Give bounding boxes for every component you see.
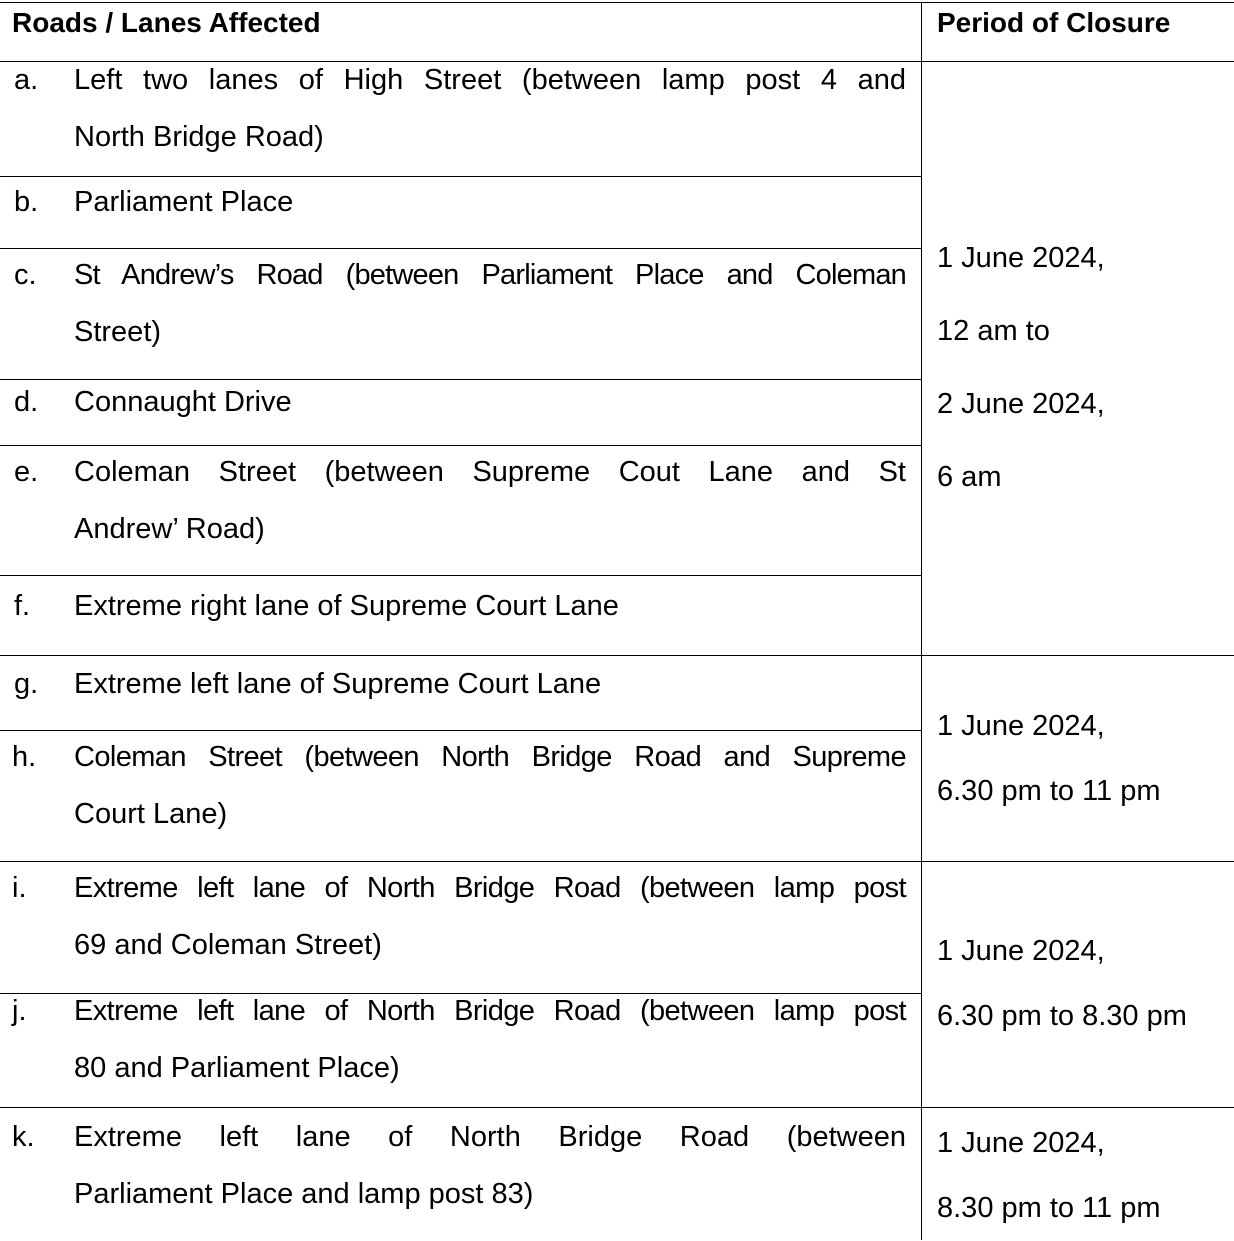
period-line: 12 am to (937, 315, 1050, 347)
row-text (74, 729, 906, 843)
row-line: Extreme left lane of Supreme Court Lane (74, 668, 602, 700)
period-line: 6 am (937, 461, 1002, 493)
period-line: 1 June 2024, (937, 242, 1105, 274)
row-letter: i. (12, 872, 27, 904)
row-divider (0, 575, 921, 576)
row-line: North Bridge Road) (74, 121, 324, 153)
row-line: Andrew’ Road) (74, 513, 265, 545)
row-letter: a. (14, 64, 39, 96)
row-text (74, 1109, 906, 1223)
period-line: 6.30 pm to 8.30 pm (937, 1000, 1187, 1032)
row-line: Connaught Drive (74, 386, 292, 418)
closure-period-i-j (937, 919, 1187, 1049)
row-line: 69 and Coleman Street) (74, 929, 382, 961)
row-line: 80 and Parliament Place) (74, 1052, 400, 1084)
row-letter: g. (14, 668, 39, 700)
row-line: Left two lanes of High Street (between lamp post 4 and (74, 64, 906, 96)
row-line: Parliament Place and lamp post 83) (74, 1178, 534, 1210)
row-line: St Andrew’s Road (between Parliament Place and Coleman (74, 259, 906, 291)
row-letter: c. (14, 259, 37, 291)
row-text (74, 860, 906, 974)
closure-period-g-h (937, 694, 1161, 824)
row-text (74, 444, 906, 558)
row-text (74, 374, 906, 431)
period-line: 6.30 pm to 11 pm (937, 775, 1161, 807)
row-line: Extreme right lane of Supreme Court Lane (74, 590, 619, 622)
group-divider (0, 1107, 1234, 1108)
row-line: Extreme left lane of North Bridge Road (between lamp post (74, 995, 906, 1027)
row-line: Extreme left lane of North Bridge Road (between (74, 1121, 906, 1153)
row-line: Street) (74, 316, 162, 348)
period-line: 1 June 2024, (937, 935, 1105, 967)
row-text (74, 656, 906, 713)
header-roads-label: Roads / Lanes Affected (12, 7, 321, 38)
row-letter: k. (12, 1121, 35, 1153)
column-divider (921, 2, 922, 1240)
closure-period-a-f (937, 222, 1105, 514)
period-line: 1 June 2024, (937, 1127, 1105, 1159)
row-line: Parliament Place (74, 186, 294, 218)
period-line: 1 June 2024, (937, 710, 1105, 742)
row-text (74, 52, 906, 166)
header-roads-lanes (12, 3, 321, 43)
row-letter: e. (14, 456, 39, 488)
period-line: 8.30 pm to 11 pm (937, 1192, 1161, 1224)
row-letter: h. (12, 741, 37, 773)
row-text (74, 983, 906, 1097)
row-line: Extreme left lane of North Bridge Road (between lamp post (74, 872, 906, 904)
row-line: Court Lane) (74, 798, 228, 830)
row-letter: d. (14, 386, 39, 418)
closure-period-k (937, 1111, 1161, 1241)
row-text (74, 247, 906, 361)
row-text (74, 578, 906, 635)
row-letter: j. (12, 995, 27, 1027)
row-letter: b. (14, 186, 39, 218)
row-text (74, 174, 906, 231)
row-letter: f. (14, 590, 31, 622)
header-period-of-closure: Period of Closure (937, 7, 1171, 38)
row-line: Coleman Street (between North Bridge Road and Supreme (74, 741, 906, 773)
row-line: Coleman Street (between Supreme Cout Lane and St (74, 456, 906, 488)
period-line: 2 June 2024, (937, 388, 1105, 420)
